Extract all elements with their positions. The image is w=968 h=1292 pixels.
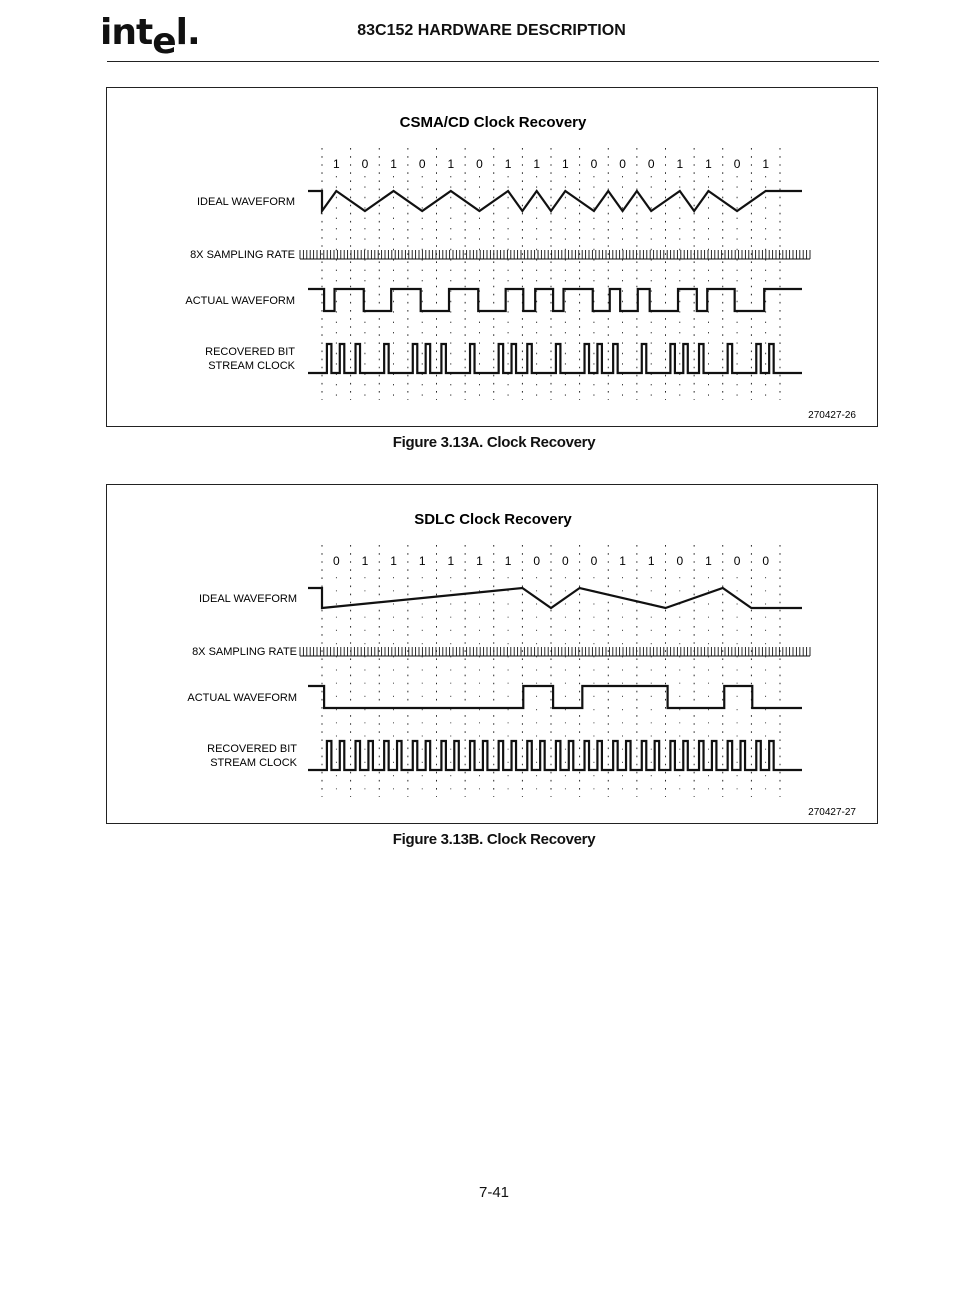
label-ideal-waveform: IDEAL WAVEFORM: [199, 593, 297, 605]
bit-value-label: 0: [332, 554, 340, 568]
ideal-waveform: [308, 588, 802, 608]
actual-waveform: [308, 289, 802, 311]
bit-value-label: 0: [561, 554, 569, 568]
bit-value-label: 1: [533, 157, 541, 171]
bit-value-label: 0: [476, 157, 483, 171]
bit-value-label: 0: [361, 157, 369, 171]
label-recovered-clock-2: STREAM CLOCK: [208, 360, 295, 372]
bit-value-label: 1: [476, 554, 483, 568]
bit-value-label: 1: [418, 554, 426, 568]
label-actual-waveform: ACTUAL WAVEFORM: [187, 692, 297, 704]
bit-value-label: 1: [447, 554, 455, 568]
figure-ref-number: 270427-27: [808, 807, 856, 818]
header-rule: [107, 61, 879, 62]
bit-value-label: 1: [561, 157, 569, 171]
bit-value-label: 1: [390, 554, 397, 568]
intel-logo: intel.: [100, 12, 200, 62]
page-number: 7-41: [478, 1184, 510, 1201]
figure-ref-number: 270427-26: [808, 410, 856, 421]
label-actual-waveform: ACTUAL WAVEFORM: [185, 295, 295, 307]
waveform-group: [300, 545, 810, 797]
bit-value-label: 0: [762, 554, 770, 568]
actual-waveform: [308, 686, 802, 708]
ideal-waveform: [308, 191, 802, 211]
bit-value-label: 1: [504, 157, 512, 171]
diagram-title: SDLC Clock Recovery: [414, 511, 572, 528]
diagram-title: CSMA/CD Clock Recovery: [399, 114, 587, 131]
recovered-clock-waveform: [308, 344, 802, 373]
page-header-title: 83C152 HARDWARE DESCRIPTION: [357, 22, 626, 39]
bit-value-label: 1: [504, 554, 512, 568]
waveform-group: [300, 148, 810, 400]
label-sampling-rate: 8X SAMPLING RATE: [192, 646, 297, 658]
bit-value-label: 1: [705, 157, 712, 171]
timing-diagram: [107, 485, 879, 825]
bit-value-label: 1: [762, 157, 770, 171]
bit-value-label: 1: [705, 554, 712, 568]
label-recovered-clock-2: STREAM CLOCK: [210, 757, 297, 769]
bit-value-label: 1: [619, 554, 626, 568]
recovered-clock-waveform: [308, 741, 802, 770]
figure-sdlc-clock-recovery: [106, 484, 878, 824]
bit-value-label: 1: [390, 157, 397, 171]
label-recovered-clock-1: RECOVERED BIT: [207, 743, 297, 755]
bit-value-label: 0: [590, 157, 598, 171]
figure-csma-cd-clock-recovery: [106, 87, 878, 427]
bit-value-label: 0: [733, 157, 741, 171]
bit-value-label: 0: [619, 157, 626, 171]
bit-value-label: 1: [447, 157, 455, 171]
label-ideal-waveform: IDEAL WAVEFORM: [197, 196, 295, 208]
bit-value-label: 0: [733, 554, 741, 568]
figure-caption: Figure 3.13A. Clock Recovery: [392, 434, 596, 451]
bit-value-label: 0: [533, 554, 541, 568]
bit-value-label: 0: [676, 554, 684, 568]
label-recovered-clock-1: RECOVERED BIT: [205, 346, 295, 358]
bit-value-label: 1: [361, 554, 369, 568]
figure-caption: Figure 3.13B. Clock Recovery: [392, 831, 596, 848]
bit-value-label: 0: [590, 554, 598, 568]
bit-value-label: 1: [647, 554, 655, 568]
bit-value-label: 0: [647, 157, 655, 171]
timing-diagram: [107, 88, 879, 428]
bit-value-label: 1: [332, 157, 340, 171]
bit-value-label: 1: [676, 157, 684, 171]
label-sampling-rate: 8X SAMPLING RATE: [190, 249, 295, 261]
bit-value-label: 0: [418, 157, 426, 171]
